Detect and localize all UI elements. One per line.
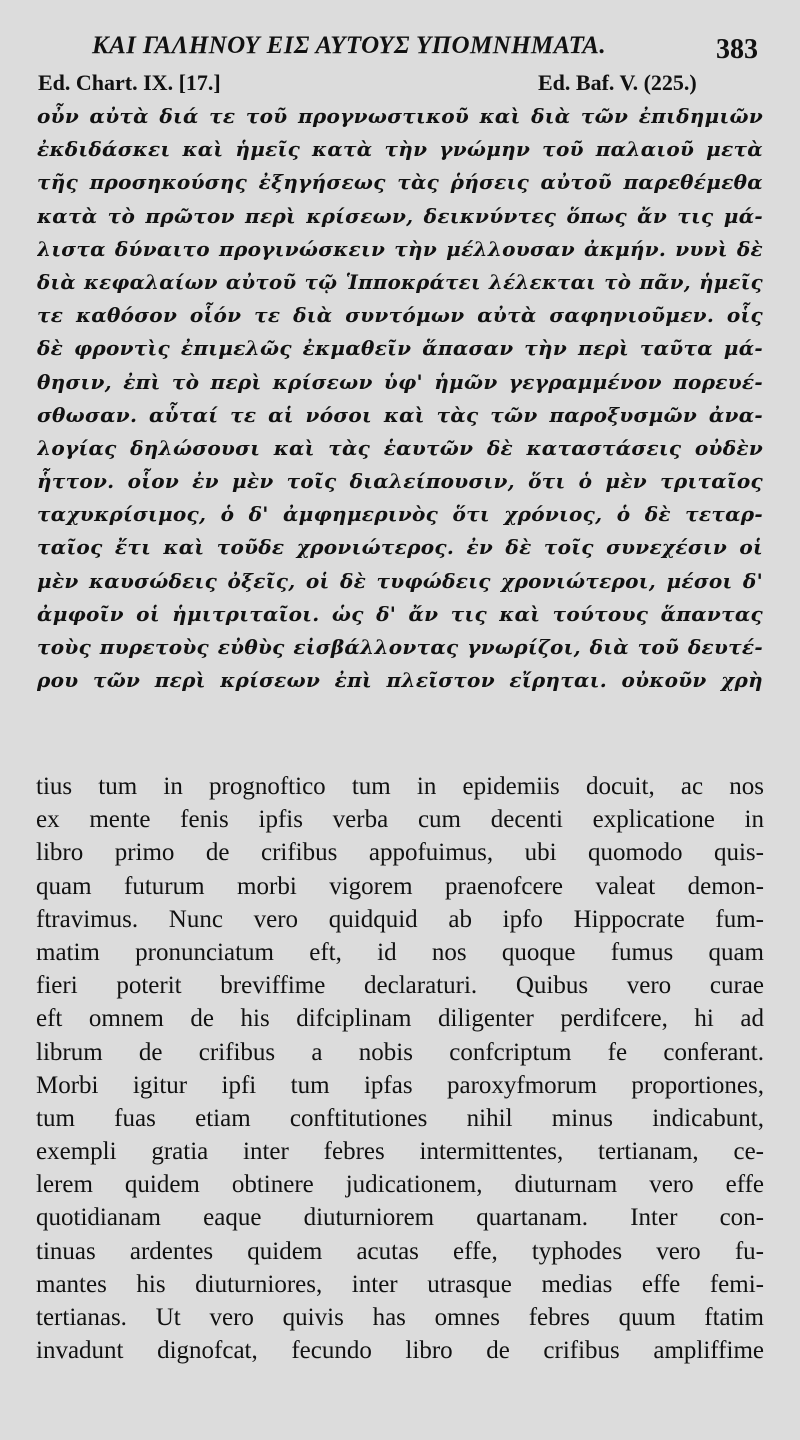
- greek-line: ρου τῶν περὶ κρίσεων ἐπὶ πλεῖστον εἴρηται. οὐκοῦν χρὴ: [37, 668, 763, 693]
- greek-line: τε καθόσον οἷόν τε διὰ συντόμων αὐτὰ σαφηνιοῦμεν. οἷς: [37, 303, 763, 328]
- greek-line: κατὰ τὸ πρῶτον περὶ κρίσεων, δεικνύντες ὅπως ἄν τις μά-: [37, 203, 763, 228]
- greek-line: ἐκδιδάσκει καὶ ἡμεῖς κατὰ τὴν γνώμην τοῦ παλαιοῦ μετὰ: [37, 137, 763, 162]
- page-number: 383: [716, 34, 758, 65]
- latin-line: tum fuas etiam conftitutiones nihil minus indicabunt,: [36, 1104, 764, 1132]
- greek-line: θησιν, ἐπὶ τὸ περὶ κρίσεων ὑφ' ἡμῶν γεγραμμένον πορευέ-: [37, 369, 763, 394]
- greek-line: οὖν αὐτὰ διά τε τοῦ προγνωστικοῦ καὶ διὰ τῶν ἐπιδημιῶν: [37, 104, 763, 128]
- edition-references: [0, 68, 800, 100]
- latin-line: Morbi igitur ipfi tum ipfas paroxyfmorum proportiones,: [36, 1071, 764, 1099]
- latin-line: tinuas ardentes quidem acutas effe, typhodes vero fu-: [36, 1237, 764, 1265]
- latin-line: invadunt dignofcat, fecundo libro de crifibus ampliffime: [36, 1337, 764, 1365]
- greek-line: ἧττον. οἷον ἐν μὲν τοῖς διαλείπουσιν, ὅτι ὁ μὲν τριταῖος: [37, 469, 763, 494]
- greek-line: λιστα δύναιτο προγινώσκειν τὴν μέλλουσαν ἀκμήν. νυνὶ δὲ: [37, 236, 763, 261]
- greek-line: λογίας δηλώσουσι καὶ τὰς ἑαυτῶν δὲ καταστάσεις οὐδὲν: [37, 435, 763, 460]
- greek-line: τῆς προσηκούσης ἐξηγήσεως τὰς ῥήσεις αὐτοῦ παρεθέμεθα: [37, 170, 763, 195]
- greek-line: ταχυκρίσιμος, ὁ δ' ἀμφημερινὸς ὅτι χρόνιος, ὁ δὲ τεταρ-: [37, 502, 763, 527]
- latin-line: tius tum in prognoftico tum in epidemiis docuit, ac nos: [36, 773, 764, 800]
- greek-line: διὰ κεφαλαίων αὐτοῦ τῷ Ἱπποκράτει λέλεκται τὸ πᾶν, ἡμεῖς: [37, 269, 763, 294]
- edition-reference-chartier: Ed. Chart. IX. [17.]: [38, 70, 221, 95]
- latin-line: exempli gratia inter febres intermittentes, tertianam, ce-: [36, 1138, 764, 1166]
- greek-line: τοὺς πυρετοὺς εὐθὺς εἰσβάλλοντας γνωρίζοι, διὰ τοῦ δευτέ-: [37, 635, 763, 659]
- latin-line: tertianas. Ut vero quivis has omnes febres quum ftatim: [36, 1304, 764, 1331]
- greek-line: ταῖος ἔτι καὶ τοῦδε χρονιώτερος. ἐν δὲ τοῖς συνεχέσιν οἱ: [37, 535, 763, 560]
- latin-line: libro primo de crifibus appofuimus, ubi quomodo quis-: [36, 839, 764, 867]
- latin-line: lerem quidem obtinere judicationem, diuturnam vero effe: [36, 1171, 764, 1199]
- latin-line: fieri poterit breviffime declaraturi. Quibus vero curae: [36, 972, 764, 1000]
- latin-line: mantes his diuturniores, inter utrasque medias effe femi-: [36, 1270, 764, 1298]
- edition-reference-basel: Ed. Baf. V. (225.): [538, 70, 697, 95]
- greek-line: μὲν καυσώδεις ὀξεῖς, οἱ δὲ τυφώδεις χρονιώτεροι, μέσοι δ': [37, 568, 763, 593]
- latin-line: quam futurum morbi vigorem praenofcere valeat demon-: [36, 872, 764, 900]
- latin-line: eft omnem de his difciplinam diligenter perdifcere, hi ad: [36, 1005, 764, 1033]
- latin-line: matim pronunciatum eft, id nos quoque fumus quam: [36, 938, 764, 966]
- latin-line: ftravimus. Nunc vero quidquid ab ipfo Hippocrate fum-: [36, 905, 764, 933]
- latin-line: librum de crifibus a nobis confcriptum fe conferant.: [36, 1038, 764, 1066]
- greek-line: ἀμφοῖν οἱ ἡμιτριταῖοι. ὡς δ' ἄν τις καὶ τούτους ἅπαντας: [37, 601, 763, 626]
- running-head: [0, 30, 800, 64]
- latin-text-block: [36, 770, 764, 1367]
- greek-line: σθωσαν. αὗταί τε αἱ νόσοι καὶ τὰς τῶν παροξυσμῶν ἀνα-: [37, 402, 763, 427]
- latin-line: ex mente fenis ipfis verba cum decenti explicatione in: [36, 806, 764, 834]
- greek-text-block: [37, 100, 763, 697]
- greek-line: δὲ φροντὶς ἐπιμελῶς ἐκμαθεῖν ἅπασαν τὴν περὶ ταῦτα μά-: [37, 336, 763, 361]
- running-title: ΚΑΙ ΓΑΛΗΝΟΥ ΕΙΣ ΑΥΤΟΥΣ ΥΠΟΜΝΗΜΑΤΑ.: [92, 32, 606, 59]
- latin-line: quotidianam eaque diuturniorem quartanam. Inter con-: [36, 1204, 764, 1232]
